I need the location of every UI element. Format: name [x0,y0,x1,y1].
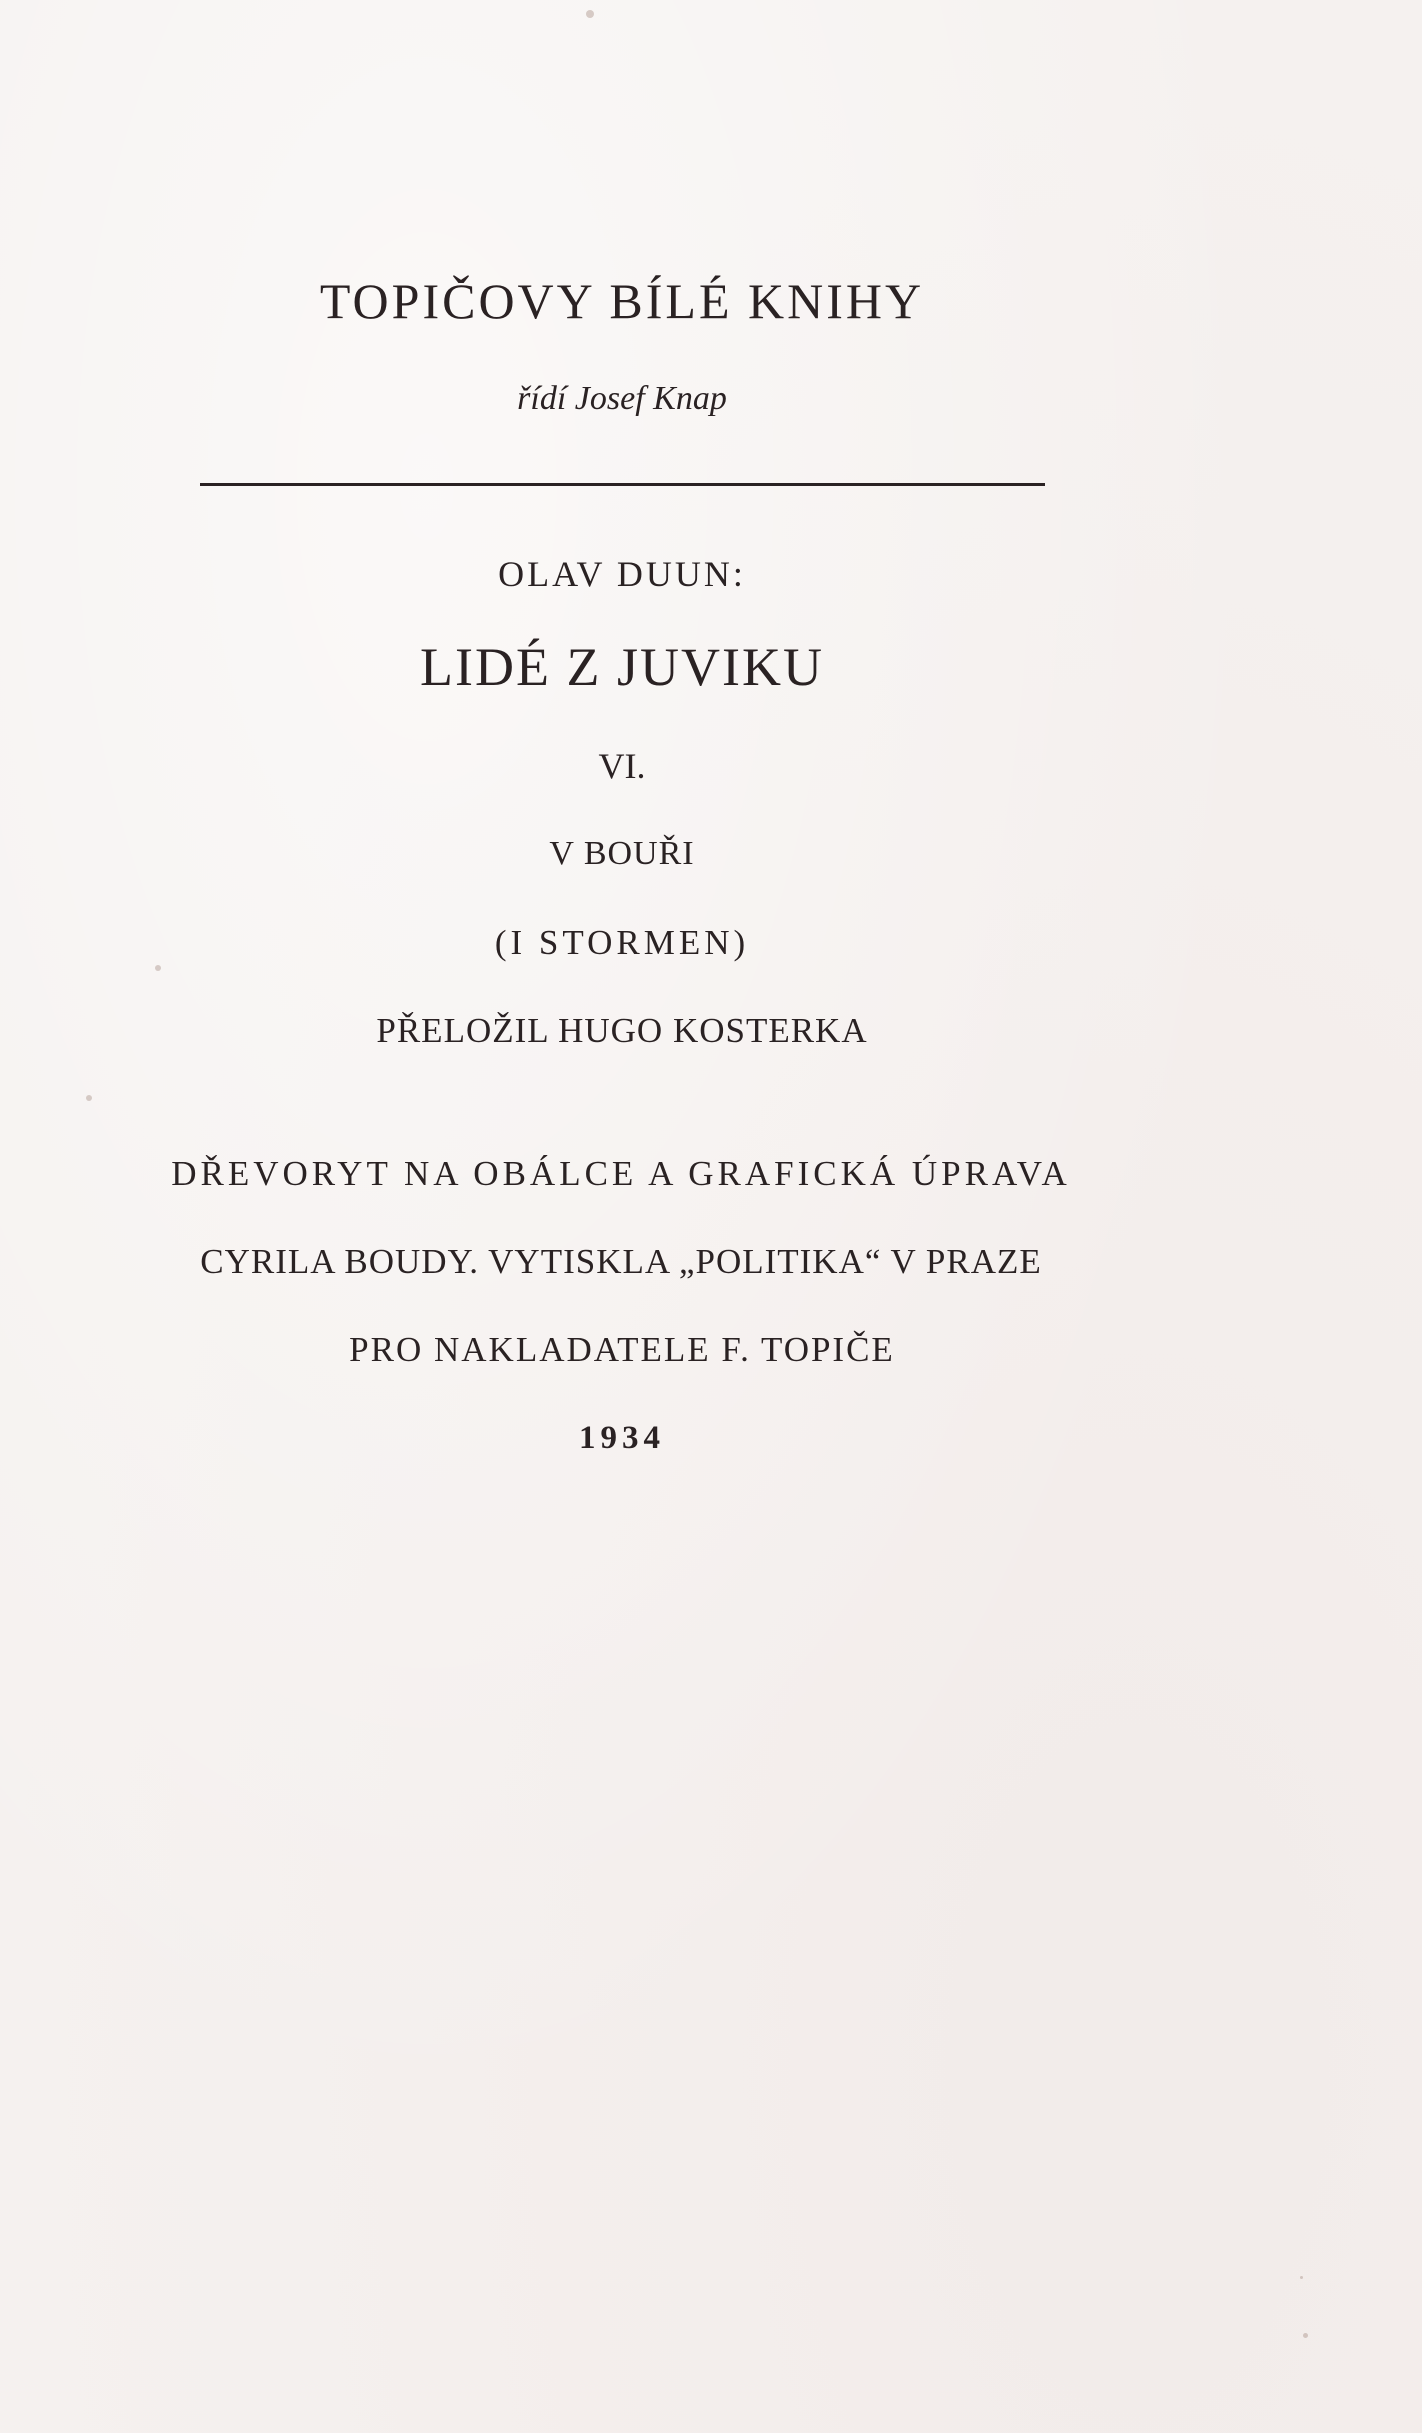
paper-speck [86,1095,92,1101]
publication-year: 1934 [579,1420,665,1456]
series-editor: řídí Josef Knap [517,380,727,417]
book-title: LIDÉ Z JUVIKU [420,637,824,697]
paper-speck [1300,2276,1303,2279]
paper-speck [1303,2333,1308,2338]
series-title: TOPIČOVY BÍLÉ KNIHY [319,273,925,329]
paper-speck [586,10,594,18]
colophon-line-1: DŘEVORYT NA OBÁLCE A GRAFICKÁ ÚPRAVA [171,1154,1071,1193]
colophon-line-2: CYRILA BOUDY. VYTISKLA „POLITIKA“ V PRAZE [200,1242,1042,1281]
paper-speck [155,965,161,971]
original-title: (I STORMEN) [494,923,750,962]
divider-rule [200,483,1045,486]
colophon-line-3: PRO NAKLADATELE F. TOPIČE [349,1330,895,1369]
book-author: OLAV DUUN: [498,554,746,594]
translator-credit: PŘELOŽIL HUGO KOSTERKA [376,1011,868,1050]
volume-number: VI. [598,746,646,786]
book-subtitle: V BOUŘI [549,835,695,872]
